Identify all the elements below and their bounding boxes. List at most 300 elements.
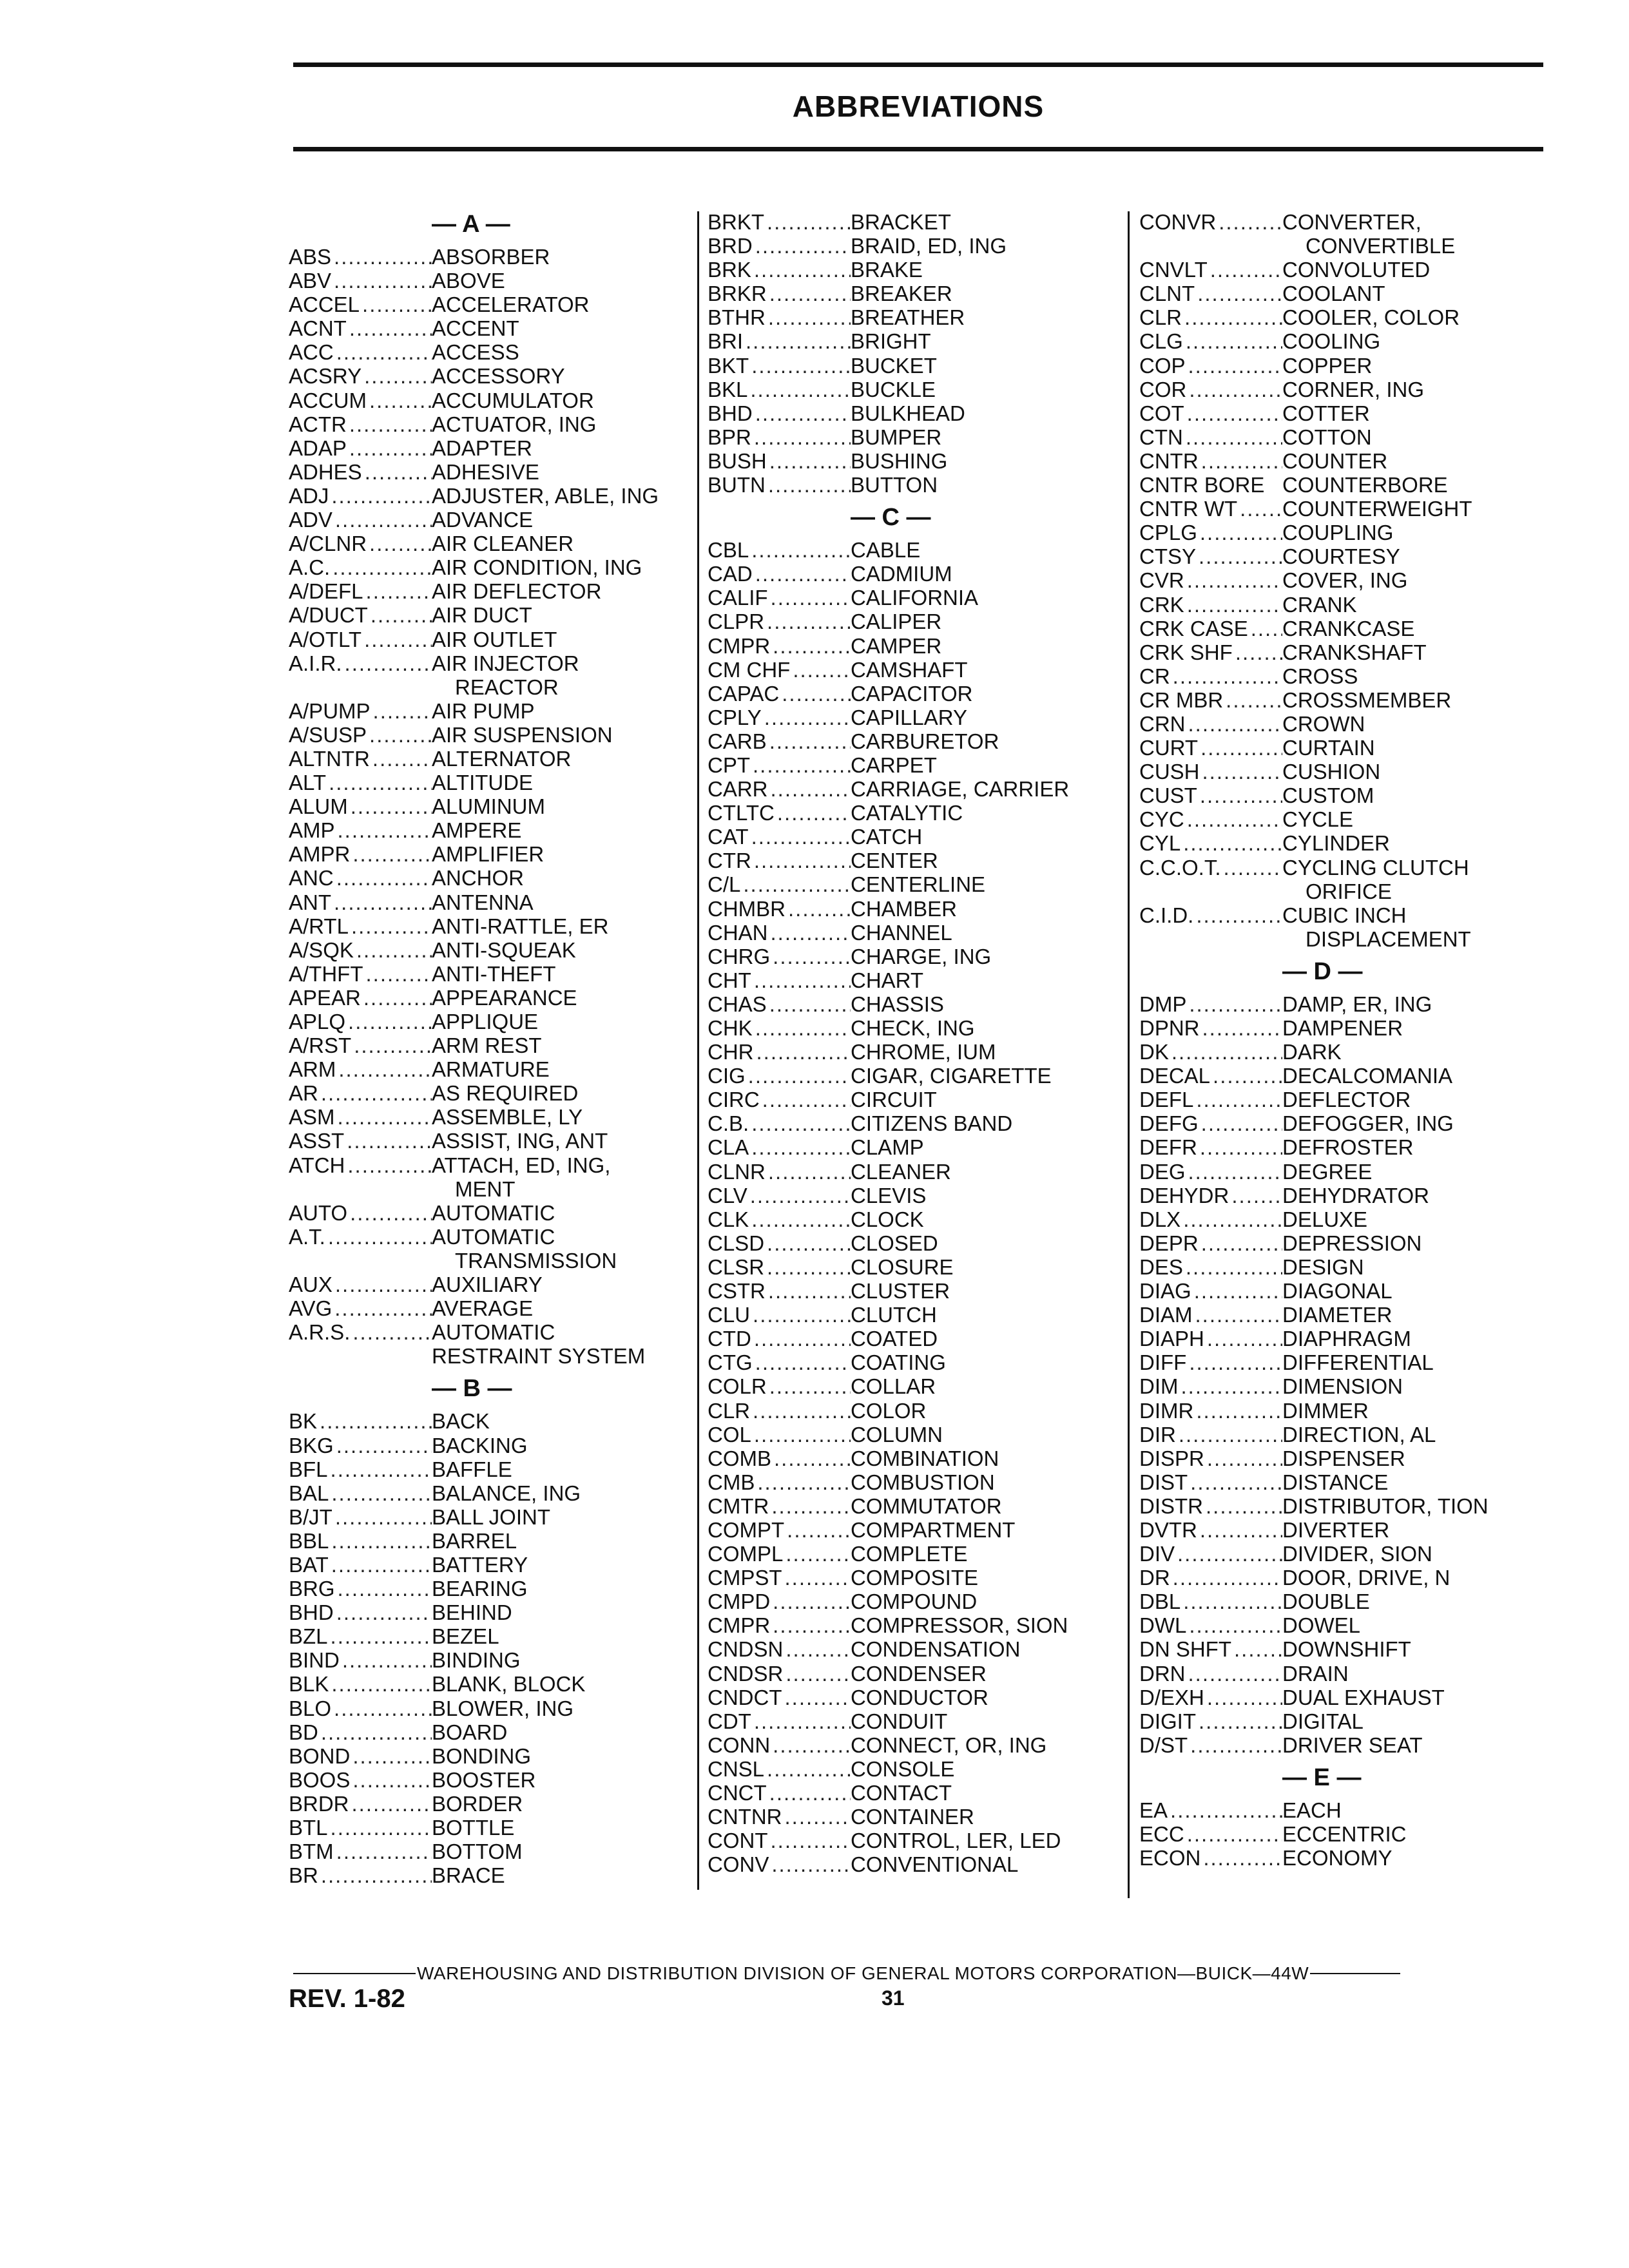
abbreviation-term <box>289 1320 432 1344</box>
abbreviation-row <box>1139 736 1558 760</box>
abbreviation-term <box>289 1577 432 1600</box>
dot-leader <box>751 1135 851 1159</box>
abbreviation-code: CNDSR <box>708 1661 784 1686</box>
abbreviation-row <box>708 1207 1126 1231</box>
abbreviation-code: ACC <box>289 340 334 365</box>
abbreviation-code: ANC <box>289 866 334 890</box>
abbreviation-meaning: BUCKLE <box>851 377 936 401</box>
abbreviation-row <box>708 801 1126 825</box>
abbreviation-meaning: CONTAINER <box>851 1805 974 1829</box>
dot-leader <box>743 872 851 896</box>
dot-leader <box>1200 1518 1282 1542</box>
abbreviation-term <box>1139 568 1282 592</box>
abbreviation-meaning: ANTENNA <box>432 890 534 914</box>
abbreviation-meaning: BARREL <box>432 1528 517 1553</box>
abbreviation-term <box>1139 401 1282 425</box>
abbreviation-code: CLK <box>708 1207 749 1231</box>
dot-leader <box>787 1518 851 1542</box>
abbreviation-code: CNTR <box>1139 448 1199 473</box>
abbreviation-code: COMPL <box>708 1542 784 1566</box>
abbreviation-meaning: DIAMETER <box>1282 1303 1393 1327</box>
abbreviation-meaning: CAMPER <box>851 633 942 658</box>
abbreviation-code: CSTR <box>708 1279 766 1303</box>
abbreviation-code: ACCUM <box>289 388 367 412</box>
abbreviation-row <box>708 1709 1126 1733</box>
abbreviation-row <box>1139 521 1558 544</box>
abbreviation-row <box>289 1434 708 1457</box>
abbreviation-code: CMPD <box>708 1590 771 1614</box>
abbreviation-row <box>1139 354 1558 378</box>
abbreviation-term <box>708 1374 851 1398</box>
abbreviation-term <box>708 849 851 872</box>
abbreviation-meaning: CHARGE, ING <box>851 944 992 968</box>
abbreviation-term <box>289 1481 432 1505</box>
dot-leader <box>1195 1303 1283 1327</box>
abbreviation-meaning: DEPRESSION <box>1282 1231 1422 1255</box>
abbreviation-meaning: CONTACT <box>851 1781 952 1805</box>
abbreviation-code: CLNR <box>708 1159 766 1184</box>
abbreviation-term <box>289 1057 432 1081</box>
abbreviation-code: DEFG <box>1139 1111 1199 1136</box>
abbreviation-code: CUSH <box>1139 760 1200 784</box>
abbreviation-code: BUTN <box>708 473 766 497</box>
abbreviation-meaning: BATTERY <box>432 1552 528 1577</box>
abbreviation-row <box>289 1081 708 1105</box>
abbreviation-row <box>289 1505 708 1529</box>
abbreviation-meaning-continued: TRANSMISSION <box>455 1248 617 1273</box>
abbreviation-row <box>708 1542 1126 1566</box>
abbreviation-code: BKG <box>289 1433 334 1457</box>
dot-leader <box>771 586 851 610</box>
abbreviation-code: DECAL <box>1139 1064 1211 1088</box>
abbreviation-row <box>289 412 708 436</box>
abbreviation-meaning: DIVIDER, SION <box>1282 1542 1432 1566</box>
abbreviation-meaning: ACCESS <box>432 340 519 365</box>
abbreviation-meaning: CALIFORNIA <box>851 586 979 610</box>
dot-leader <box>1187 568 1282 592</box>
dot-leader <box>786 1637 851 1661</box>
abbreviation-meaning: AIR SUSPENSION <box>432 722 613 747</box>
abbreviation-row <box>289 747 708 771</box>
abbreviation-term <box>708 1686 851 1709</box>
abbreviation-term <box>708 1518 851 1542</box>
abbreviation-meaning: CUSHION <box>1282 760 1381 784</box>
abbreviation-code: A.R.S. <box>289 1320 351 1345</box>
abbreviation-term <box>1139 1798 1282 1822</box>
abbreviation-term <box>1139 1350 1282 1374</box>
dot-leader <box>769 282 851 305</box>
section-heading: — E — <box>1282 1763 1362 1791</box>
abbreviation-row <box>1139 807 1558 831</box>
abbreviation-meaning: BLOWER, ING <box>432 1696 574 1720</box>
abbreviation-code: A/CLNR <box>289 532 367 556</box>
abbreviation-meaning: DISTANCE <box>1282 1470 1389 1494</box>
abbreviation-code: CTR <box>708 849 751 873</box>
abbreviation-code: CDT <box>708 1709 751 1733</box>
dot-leader <box>1226 688 1282 712</box>
abbreviation-term <box>708 1088 851 1111</box>
dot-leader <box>746 329 851 353</box>
abbreviation-meaning: CRANK <box>1282 592 1357 617</box>
dot-leader <box>1188 1160 1282 1184</box>
abbreviation-term <box>708 234 851 258</box>
abbreviation-code: A/THFT <box>289 961 363 986</box>
abbreviation-code: COT <box>1139 401 1184 425</box>
abbreviation-row <box>708 753 1126 777</box>
abbreviation-meaning: ANTI-THEFT <box>432 961 556 986</box>
abbreviation-code: CLSD <box>708 1231 765 1255</box>
dot-leader <box>1186 1255 1282 1279</box>
abbreviation-term <box>289 1409 432 1433</box>
dot-leader <box>750 378 851 401</box>
abbreviation-term <box>708 634 851 658</box>
dot-leader <box>352 1768 432 1792</box>
abbreviation-term <box>708 753 851 777</box>
abbreviation-code: CHAS <box>708 992 767 1016</box>
abbreviation-code: CLG <box>1139 329 1183 354</box>
dot-leader <box>1190 1733 1282 1757</box>
dot-leader <box>1202 1016 1282 1040</box>
dot-leader <box>331 1457 432 1481</box>
dot-leader <box>1206 1494 1282 1518</box>
abbreviation-row <box>289 1273 708 1296</box>
dot-leader <box>764 706 851 729</box>
abbreviation-term <box>1139 1709 1282 1733</box>
abbreviation-code: DIAPH <box>1139 1327 1204 1351</box>
abbreviation-row <box>289 723 708 747</box>
abbreviation-term <box>708 872 851 896</box>
abbreviation-code: CONT <box>708 1829 768 1853</box>
abbreviation-term <box>289 747 432 771</box>
dot-leader <box>334 890 432 914</box>
abbreviation-meaning: CONVENTIONAL <box>851 1852 1019 1877</box>
abbreviation-term <box>289 890 432 914</box>
abbreviation-row <box>1139 282 1558 305</box>
abbreviation-row <box>289 1409 708 1433</box>
abbreviation-row <box>708 1064 1126 1088</box>
abbreviation-meaning-continued: MENT <box>455 1177 516 1201</box>
dot-leader <box>347 1153 432 1177</box>
abbreviation-term <box>289 771 432 794</box>
abbreviation-term <box>289 340 432 364</box>
abbreviation-term <box>1139 1423 1282 1446</box>
abbreviation-term <box>1139 903 1282 927</box>
abbreviation-term <box>708 610 851 633</box>
dot-leader <box>364 364 432 388</box>
abbreviation-row <box>1139 425 1558 449</box>
abbreviation-meaning: DIFFERENTIAL <box>1282 1350 1434 1375</box>
abbreviation-row <box>1139 1423 1558 1446</box>
abbreviation-term <box>708 1781 851 1805</box>
abbreviation-meaning: CONTROL, LER, LED <box>851 1829 1061 1853</box>
abbreviation-row <box>708 354 1126 378</box>
abbreviation-code: DVTR <box>1139 1517 1197 1542</box>
abbreviation-term <box>1139 1399 1282 1423</box>
abbreviation-meaning: CLOSED <box>851 1231 938 1255</box>
dot-leader <box>348 1010 432 1033</box>
abbreviation-meaning: ACTUATOR, ING <box>432 412 597 436</box>
abbreviation-meaning: CHASSIS <box>851 992 944 1016</box>
dot-leader <box>753 1303 851 1327</box>
dot-leader <box>751 538 851 562</box>
dot-leader <box>1189 378 1282 401</box>
abbreviation-code: CM CHF <box>708 657 791 682</box>
abbreviation-meaning: CUBIC INCH <box>1282 903 1407 927</box>
abbreviation-meaning: COMBINATION <box>851 1446 999 1470</box>
abbreviation-code: DK <box>1139 1040 1169 1064</box>
dot-leader <box>755 401 851 425</box>
abbreviation-term <box>289 651 432 675</box>
abbreviation-term <box>1139 1111 1282 1135</box>
abbreviation-term <box>1139 712 1282 736</box>
abbreviation-meaning: CLAMP <box>851 1135 924 1160</box>
abbreviation-row <box>1139 1374 1558 1398</box>
abbreviation-code: BLO <box>289 1696 332 1720</box>
abbreviation-row <box>1139 1709 1558 1733</box>
abbreviation-term <box>708 1064 851 1088</box>
abbreviation-row <box>1139 1846 1558 1870</box>
dot-leader <box>1207 1446 1282 1470</box>
abbreviation-term <box>708 401 851 425</box>
abbreviation-meaning: CLUTCH <box>851 1303 937 1327</box>
abbreviation-meaning: AIR CLEANER <box>432 532 574 556</box>
dot-leader <box>786 1542 851 1566</box>
abbreviation-row <box>1139 1733 1558 1757</box>
dot-leader <box>321 1720 432 1744</box>
abbreviation-meaning: CRANKCASE <box>1282 616 1415 640</box>
abbreviation-code: CPT <box>708 753 750 777</box>
abbreviation-term <box>289 1296 432 1320</box>
abbreviation-row <box>1139 617 1558 640</box>
abbreviation-code: BIND <box>289 1648 340 1673</box>
dot-leader <box>1196 903 1282 927</box>
abbreviation-meaning: DAMP, ER, ING <box>1282 992 1432 1016</box>
abbreviation-meaning: COMMUTATOR <box>851 1494 1002 1518</box>
abbreviation-term <box>1139 1040 1282 1064</box>
abbreviation-code: COMB <box>708 1446 771 1470</box>
abbreviation-code: ACCEL <box>289 293 360 317</box>
abbreviation-code: BPR <box>708 425 751 449</box>
abbreviation-code: APLQ <box>289 1010 346 1033</box>
dot-leader <box>767 210 851 234</box>
dot-leader <box>768 1279 851 1303</box>
dot-leader <box>352 842 432 866</box>
abbreviation-row <box>289 842 708 866</box>
abbreviation-meaning: CONNECT, OR, ING <box>851 1733 1047 1757</box>
footer-rule-left <box>293 1973 416 1974</box>
abbreviation-term <box>708 897 851 921</box>
abbreviation-term <box>708 1470 851 1494</box>
dot-leader <box>767 1255 851 1279</box>
abbreviation-code: A/DEFL <box>289 579 363 604</box>
abbreviation-term <box>708 1805 851 1829</box>
dot-leader <box>350 1201 432 1225</box>
dot-leader <box>1188 1662 1283 1686</box>
dot-leader <box>773 1590 851 1613</box>
abbreviation-meaning: ADVANCE <box>432 508 534 532</box>
abbreviation-row <box>289 1840 708 1863</box>
abbreviation-meaning: ABOVE <box>432 269 505 293</box>
abbreviation-row <box>1139 712 1558 736</box>
abbreviation-row <box>1139 593 1558 617</box>
dot-leader <box>754 1327 851 1350</box>
abbreviation-row <box>708 682 1126 706</box>
abbreviation-meaning: DUAL EXHAUST <box>1282 1685 1445 1709</box>
abbreviation-meaning: BRIGHT <box>851 329 931 354</box>
abbreviation-code: D/EXH <box>1139 1685 1204 1709</box>
abbreviation-meaning: AIR PUMP <box>432 698 535 723</box>
abbreviation-term <box>1139 1542 1282 1566</box>
abbreviation-meaning: CUSTOM <box>1282 783 1374 808</box>
abbreviation-meaning: BREAKER <box>851 282 952 306</box>
abbreviation-meaning: AIR INJECTOR <box>432 651 579 675</box>
section-heading: — C — <box>851 504 931 532</box>
abbreviation-code: CAD <box>708 562 753 586</box>
abbreviation-term <box>1139 831 1282 855</box>
dot-leader <box>320 1409 432 1433</box>
abbreviation-code: ECON <box>1139 1846 1201 1870</box>
dot-leader <box>1187 807 1282 831</box>
abbreviation-term <box>1139 258 1282 282</box>
footer-rule-right <box>1310 1973 1400 1974</box>
abbreviation-meaning: COVER, ING <box>1282 568 1408 593</box>
abbreviation-row <box>1139 258 1558 282</box>
abbreviation-term <box>289 269 432 293</box>
abbreviation-row <box>289 484 708 508</box>
abbreviation-meaning: COATED <box>851 1327 938 1351</box>
abbreviation-row <box>289 1816 708 1840</box>
abbreviation-term <box>708 1111 851 1135</box>
abbreviation-meaning: COOLANT <box>1282 282 1385 306</box>
abbreviation-code: DLX <box>1139 1207 1181 1231</box>
abbreviation-meaning: AS REQUIRED <box>432 1081 579 1106</box>
abbreviation-code: CAPAC <box>708 681 780 706</box>
dot-leader <box>342 1648 432 1672</box>
abbreviation-row <box>289 986 708 1010</box>
abbreviation-code: BTM <box>289 1840 334 1864</box>
abbreviation-code: CTLTC <box>708 801 775 825</box>
abbreviation-row <box>708 282 1126 305</box>
abbreviation-term <box>1139 1637 1282 1661</box>
abbreviation-meaning: DAMPENER <box>1282 1016 1403 1040</box>
abbreviation-term <box>708 1040 851 1064</box>
abbreviation-term <box>289 1225 432 1249</box>
abbreviation-term <box>708 1160 851 1184</box>
dot-leader <box>1234 1637 1282 1661</box>
dot-leader <box>351 794 432 818</box>
abbreviation-code: CHAN <box>708 920 768 945</box>
abbreviation-meaning: AUTOMATIC <box>432 1224 555 1249</box>
abbreviation-row <box>708 1757 1126 1781</box>
dot-leader <box>349 412 432 436</box>
abbreviation-meaning-continued: RESTRAINT SYSTEM <box>432 1344 646 1369</box>
abbreviation-row <box>708 777 1126 801</box>
abbreviation-code: CIRC <box>708 1088 760 1112</box>
abbreviation-meaning: DISPENSER <box>1282 1446 1405 1470</box>
abbreviation-code: COMPT <box>708 1517 785 1542</box>
abbreviation-meaning: CHROME, IUM <box>851 1040 996 1064</box>
abbreviation-row <box>289 1600 708 1624</box>
abbreviation-row <box>1139 1207 1558 1231</box>
dot-leader <box>336 340 432 364</box>
abbreviation-meaning: DIVERTER <box>1282 1517 1390 1542</box>
abbreviation-row <box>289 771 708 794</box>
dot-leader <box>750 1184 851 1207</box>
dot-leader <box>1201 449 1282 473</box>
abbreviation-code: BTHR <box>708 305 766 330</box>
abbreviation-code: CIG <box>708 1064 746 1088</box>
abbreviation-meaning: ANCHOR <box>432 866 525 890</box>
abbreviation-meaning: COMBUSTION <box>851 1470 995 1494</box>
abbreviation-row <box>1139 664 1558 688</box>
abbreviation-term <box>1139 1064 1282 1088</box>
abbreviation-code: CR MBR <box>1139 687 1224 712</box>
abbreviation-meaning: BRACE <box>432 1863 505 1888</box>
dot-leader <box>333 555 432 579</box>
abbreviation-meaning: AUTOMATIC <box>432 1200 555 1225</box>
abbreviation-code: DISTR <box>1139 1494 1203 1518</box>
abbreviation-code: COLR <box>708 1374 767 1399</box>
abbreviation-row <box>289 651 708 675</box>
abbreviation-term <box>1139 1846 1282 1870</box>
abbreviation-row <box>289 1696 708 1720</box>
dot-leader <box>1200 1135 1282 1159</box>
abbreviation-term <box>289 794 432 818</box>
abbreviation-term <box>708 1303 851 1327</box>
abbreviation-term <box>708 538 851 562</box>
dot-leader <box>767 1231 851 1255</box>
abbreviation-term <box>1139 807 1282 831</box>
abbreviation-row <box>708 401 1126 425</box>
abbreviation-code: CTD <box>708 1327 751 1351</box>
dot-leader <box>1240 497 1282 521</box>
abbreviation-term <box>1139 1470 1282 1494</box>
abbreviation-meaning: BRAID, ED, ING <box>851 234 1007 258</box>
abbreviation-row <box>708 1088 1126 1111</box>
abbreviation-term <box>289 1434 432 1457</box>
abbreviation-row <box>1139 856 1558 879</box>
abbreviation-row <box>1139 1798 1558 1822</box>
abbreviation-row <box>289 555 708 579</box>
abbreviation-term <box>708 562 851 586</box>
abbreviation-term <box>1139 783 1282 807</box>
abbreviation-row <box>708 706 1126 729</box>
abbreviation-row <box>289 1720 708 1744</box>
abbreviation-code: BRD <box>708 234 753 258</box>
dot-leader <box>1187 593 1282 617</box>
abbreviation-row <box>1139 1016 1558 1040</box>
abbreviation-meaning: DECALCOMANIA <box>1282 1064 1453 1088</box>
abbreviation-meaning: DARK <box>1282 1040 1342 1064</box>
abbreviation-row <box>708 1446 1126 1470</box>
abbreviation-row <box>708 1686 1126 1709</box>
abbreviation-meaning: CYLINDER <box>1282 831 1390 856</box>
title-rule-bottom <box>293 147 1543 151</box>
abbreviation-meaning: BALL JOINT <box>432 1504 550 1529</box>
abbreviation-row <box>708 1399 1126 1423</box>
abbreviation-term <box>1139 329 1282 353</box>
abbreviation-meaning: ACCUMULATOR <box>432 388 594 412</box>
footer-division-line <box>293 1963 1537 1984</box>
abbreviation-meaning: ARM REST <box>432 1033 542 1058</box>
abbreviation-row <box>1139 1160 1558 1184</box>
abbreviation-code: BRKT <box>708 210 765 234</box>
abbreviation-term <box>289 1768 432 1792</box>
abbreviation-meaning: BEHIND <box>432 1600 512 1625</box>
dot-leader <box>1186 329 1282 353</box>
abbreviation-row <box>289 699 708 723</box>
dot-leader <box>1196 1399 1282 1423</box>
